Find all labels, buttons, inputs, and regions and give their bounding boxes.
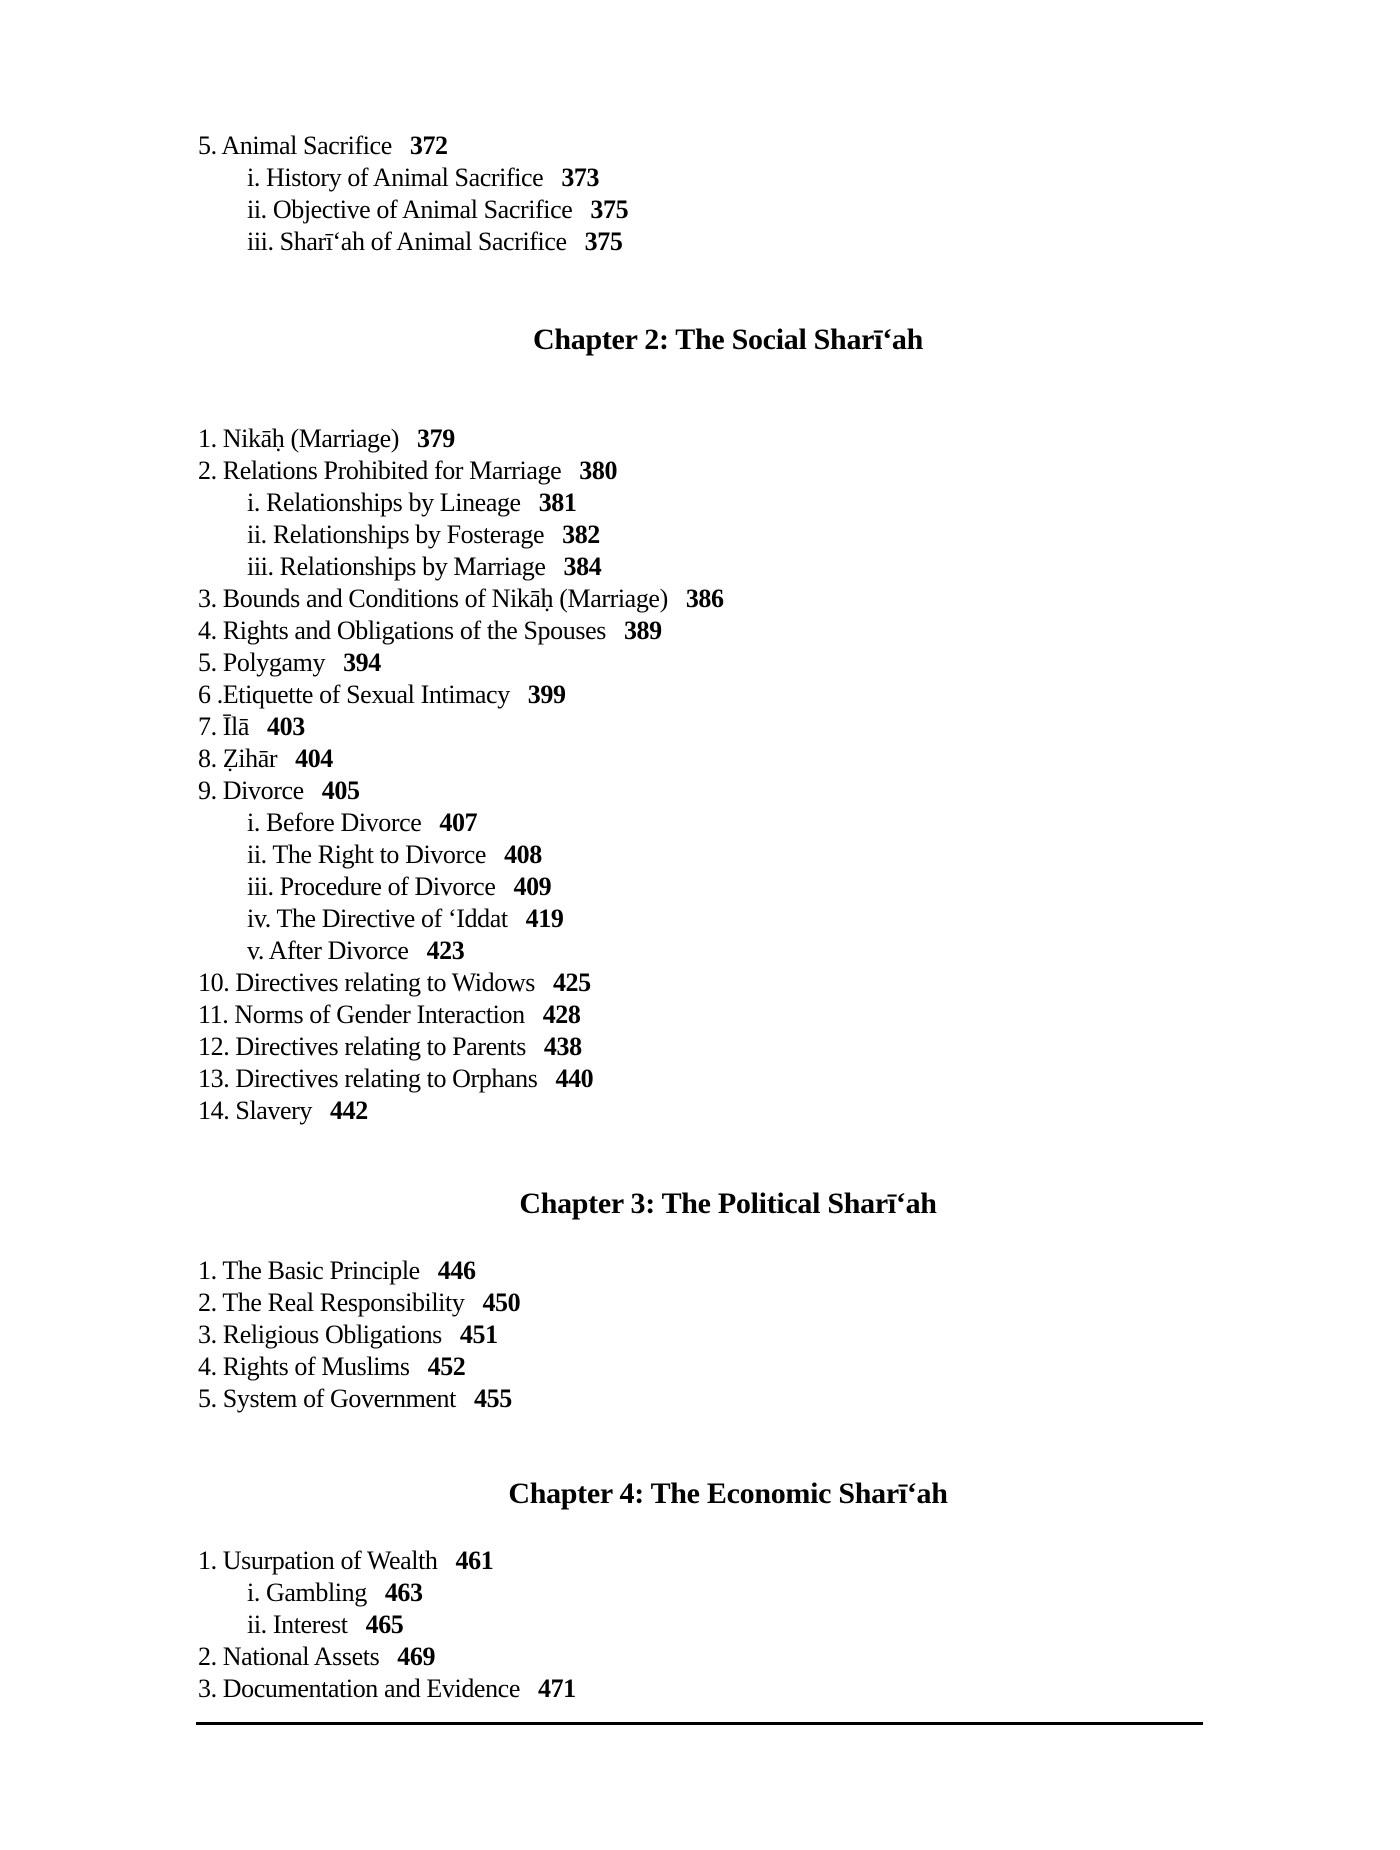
toc-entry-label: 4. Rights of Muslims — [198, 1352, 410, 1381]
toc-entry-label: 14. Slavery — [198, 1096, 313, 1125]
toc-entry-page: 455 — [474, 1384, 512, 1413]
toc-entry-label: 1. Nikāḥ (Marriage) — [198, 424, 400, 453]
toc-entry[interactable] — [198, 615, 1198, 647]
chapter-3-heading — [0, 1186, 1400, 1222]
toc-entry-page: 419 — [525, 904, 564, 933]
toc-entry[interactable] — [198, 999, 1198, 1031]
toc-entry-label: i. Gambling — [247, 1578, 367, 1607]
page-bottom-rule — [196, 1722, 1203, 1725]
toc-entry-page: 375 — [584, 227, 623, 256]
chapter-4-heading — [0, 1476, 1400, 1512]
toc-entry-page: 386 — [685, 584, 724, 613]
toc-entry[interactable] — [198, 743, 1198, 775]
toc-entry-page: 425 — [552, 968, 591, 997]
toc-entry[interactable] — [198, 1063, 1198, 1095]
toc-entry[interactable] — [198, 1351, 1198, 1383]
toc-entry-page: 405 — [321, 776, 360, 805]
toc-entry[interactable] — [198, 1287, 1198, 1319]
toc-entry-label: ii. Interest — [247, 1610, 348, 1639]
toc-entry[interactable] — [198, 679, 1198, 711]
toc-entry-label: 12. Directives relating to Parents — [198, 1032, 526, 1061]
toc-entry-page: 451 — [459, 1320, 498, 1349]
toc-entry-page: 403 — [267, 712, 305, 741]
toc-entry-page: 438 — [543, 1032, 582, 1061]
chapter-4-title: Chapter 4: The Economic Sharī‘ah — [508, 1477, 948, 1510]
toc-entry[interactable] — [198, 1673, 1198, 1705]
toc-entry-page: 372 — [409, 131, 448, 160]
chapter-2-title: Chapter 2: The Social Sharī‘ah — [533, 323, 923, 356]
toc-entry-page: 380 — [579, 456, 618, 485]
toc-entry[interactable] — [198, 1545, 1198, 1577]
toc-entry-label: 11. Norms of Gender Interaction — [198, 1000, 525, 1029]
toc-subentry[interactable] — [198, 551, 1198, 583]
toc-subentry[interactable] — [198, 871, 1198, 903]
toc-entry-page: 404 — [295, 744, 333, 773]
toc-entry-page: 408 — [504, 840, 542, 869]
toc-entry-page: 471 — [537, 1674, 576, 1703]
toc-subentry[interactable] — [198, 194, 1198, 226]
toc-subentry[interactable] — [198, 839, 1198, 871]
toc-entry[interactable] — [198, 1383, 1198, 1415]
toc-entry-label: iii. Procedure of Divorce — [247, 872, 496, 901]
toc-subentry[interactable] — [198, 226, 1198, 258]
toc-entry-page: 428 — [542, 1000, 581, 1029]
toc-entry-page: 465 — [365, 1610, 404, 1639]
toc-entry-label: 2. Relations Prohibited for Marriage — [198, 456, 562, 485]
toc-entry-label: 5. System of Government — [198, 1384, 456, 1413]
toc-entry[interactable] — [198, 1641, 1198, 1673]
toc-entry-page: 379 — [417, 424, 455, 453]
toc-entry-label: i. Before Divorce — [247, 808, 422, 837]
toc-entry-label: 9. Divorce — [198, 776, 304, 805]
toc-entry[interactable] — [198, 130, 1198, 162]
toc-entry-label: 1. The Basic Principle — [198, 1256, 420, 1285]
toc-entry-page: 469 — [397, 1642, 436, 1671]
toc-entry-label: ii. The Right to Divorce — [247, 840, 487, 869]
toc-section-continuation — [198, 130, 1198, 258]
toc-entry-label: ii. Objective of Animal Sacrifice — [247, 195, 573, 224]
toc-entry-page: 450 — [482, 1288, 521, 1317]
toc-entry-label: 13. Directives relating to Orphans — [198, 1064, 538, 1093]
toc-entry-label: i. History of Animal Sacrifice — [247, 163, 544, 192]
toc-entry-page: 409 — [513, 872, 552, 901]
toc-entry-label: i. Relationships by Lineage — [247, 488, 521, 517]
toc-subentry[interactable] — [198, 935, 1198, 967]
toc-entry-label: iii. Sharī‘ah of Animal Sacrifice — [247, 227, 567, 256]
toc-subentry[interactable] — [198, 1577, 1198, 1609]
toc-entry-page: 452 — [427, 1352, 466, 1381]
toc-entry-page: 394 — [343, 648, 381, 677]
toc-subentry[interactable] — [198, 162, 1198, 194]
toc-entry-label: 3. Documentation and Evidence — [198, 1674, 520, 1703]
toc-entry-label: 1. Usurpation of Wealth — [198, 1546, 438, 1575]
toc-entry-label: 8. Ẓihār — [198, 744, 278, 773]
toc-entry-label: 6 .Etiquette of Sexual Intimacy — [198, 680, 510, 709]
toc-entry-page: 423 — [426, 936, 465, 965]
toc-entry-page: 407 — [439, 808, 478, 837]
toc-entry-page: 442 — [330, 1096, 368, 1125]
toc-entry[interactable] — [198, 967, 1198, 999]
toc-entry[interactable] — [198, 647, 1198, 679]
toc-subentry[interactable] — [198, 807, 1198, 839]
toc-entry-label: 5. Animal Sacrifice — [198, 131, 392, 160]
chapter-3-title: Chapter 3: The Political Sharī‘ah — [519, 1187, 937, 1220]
toc-subentry[interactable] — [198, 519, 1198, 551]
toc-entry-label: 5. Polygamy — [198, 648, 326, 677]
toc-entry-label: 4. Rights and Obligations of the Spouses — [198, 616, 606, 645]
toc-entry-label: 10. Directives relating to Widows — [198, 968, 535, 997]
toc-entry-page: 399 — [527, 680, 566, 709]
toc-section-chapter-2 — [198, 423, 1198, 1127]
toc-section-chapter-3 — [198, 1255, 1198, 1415]
toc-entry-page: 446 — [437, 1256, 476, 1285]
toc-entry-page: 461 — [455, 1546, 494, 1575]
toc-entry[interactable] — [198, 455, 1198, 487]
toc-subentry[interactable] — [198, 1609, 1198, 1641]
toc-subentry[interactable] — [198, 487, 1198, 519]
toc-entry-page: 463 — [384, 1578, 423, 1607]
toc-entry-page: 375 — [590, 195, 629, 224]
toc-subentry[interactable] — [198, 903, 1198, 935]
toc-entry[interactable] — [198, 711, 1198, 743]
toc-entry-label: 3. Religious Obligations — [198, 1320, 442, 1349]
toc-entry-page: 440 — [555, 1064, 594, 1093]
toc-entry-page: 382 — [562, 520, 600, 549]
toc-entry-page: 381 — [538, 488, 577, 517]
toc-entry[interactable] — [198, 1095, 1198, 1127]
toc-entry-label: 2. National Assets — [198, 1642, 380, 1671]
toc-entry[interactable] — [198, 583, 1198, 615]
toc-entry-label: 7. Īlā — [198, 712, 250, 741]
toc-entry[interactable] — [198, 423, 1198, 455]
toc-entry-page: 373 — [561, 163, 600, 192]
toc-entry[interactable] — [198, 1031, 1198, 1063]
toc-entry-label: iii. Relationships by Marriage — [247, 552, 546, 581]
toc-section-chapter-4 — [198, 1545, 1198, 1705]
toc-entry-label: ii. Relationships by Fosterage — [247, 520, 545, 549]
toc-entry[interactable] — [198, 1255, 1198, 1287]
toc-entry[interactable] — [198, 1319, 1198, 1351]
toc-entry-label: 2. The Real Responsibility — [198, 1288, 465, 1317]
toc-entry-label: iv. The Directive of ‘Iddat — [247, 904, 508, 933]
toc-entry-page: 384 — [563, 552, 602, 581]
toc-entry-label: v. After Divorce — [247, 936, 409, 965]
toc-entry-page: 389 — [623, 616, 662, 645]
toc-entry-label: 3. Bounds and Conditions of Nikāḥ (Marriage) — [198, 584, 668, 613]
toc-entry[interactable] — [198, 775, 1198, 807]
chapter-2-heading — [0, 322, 1400, 358]
